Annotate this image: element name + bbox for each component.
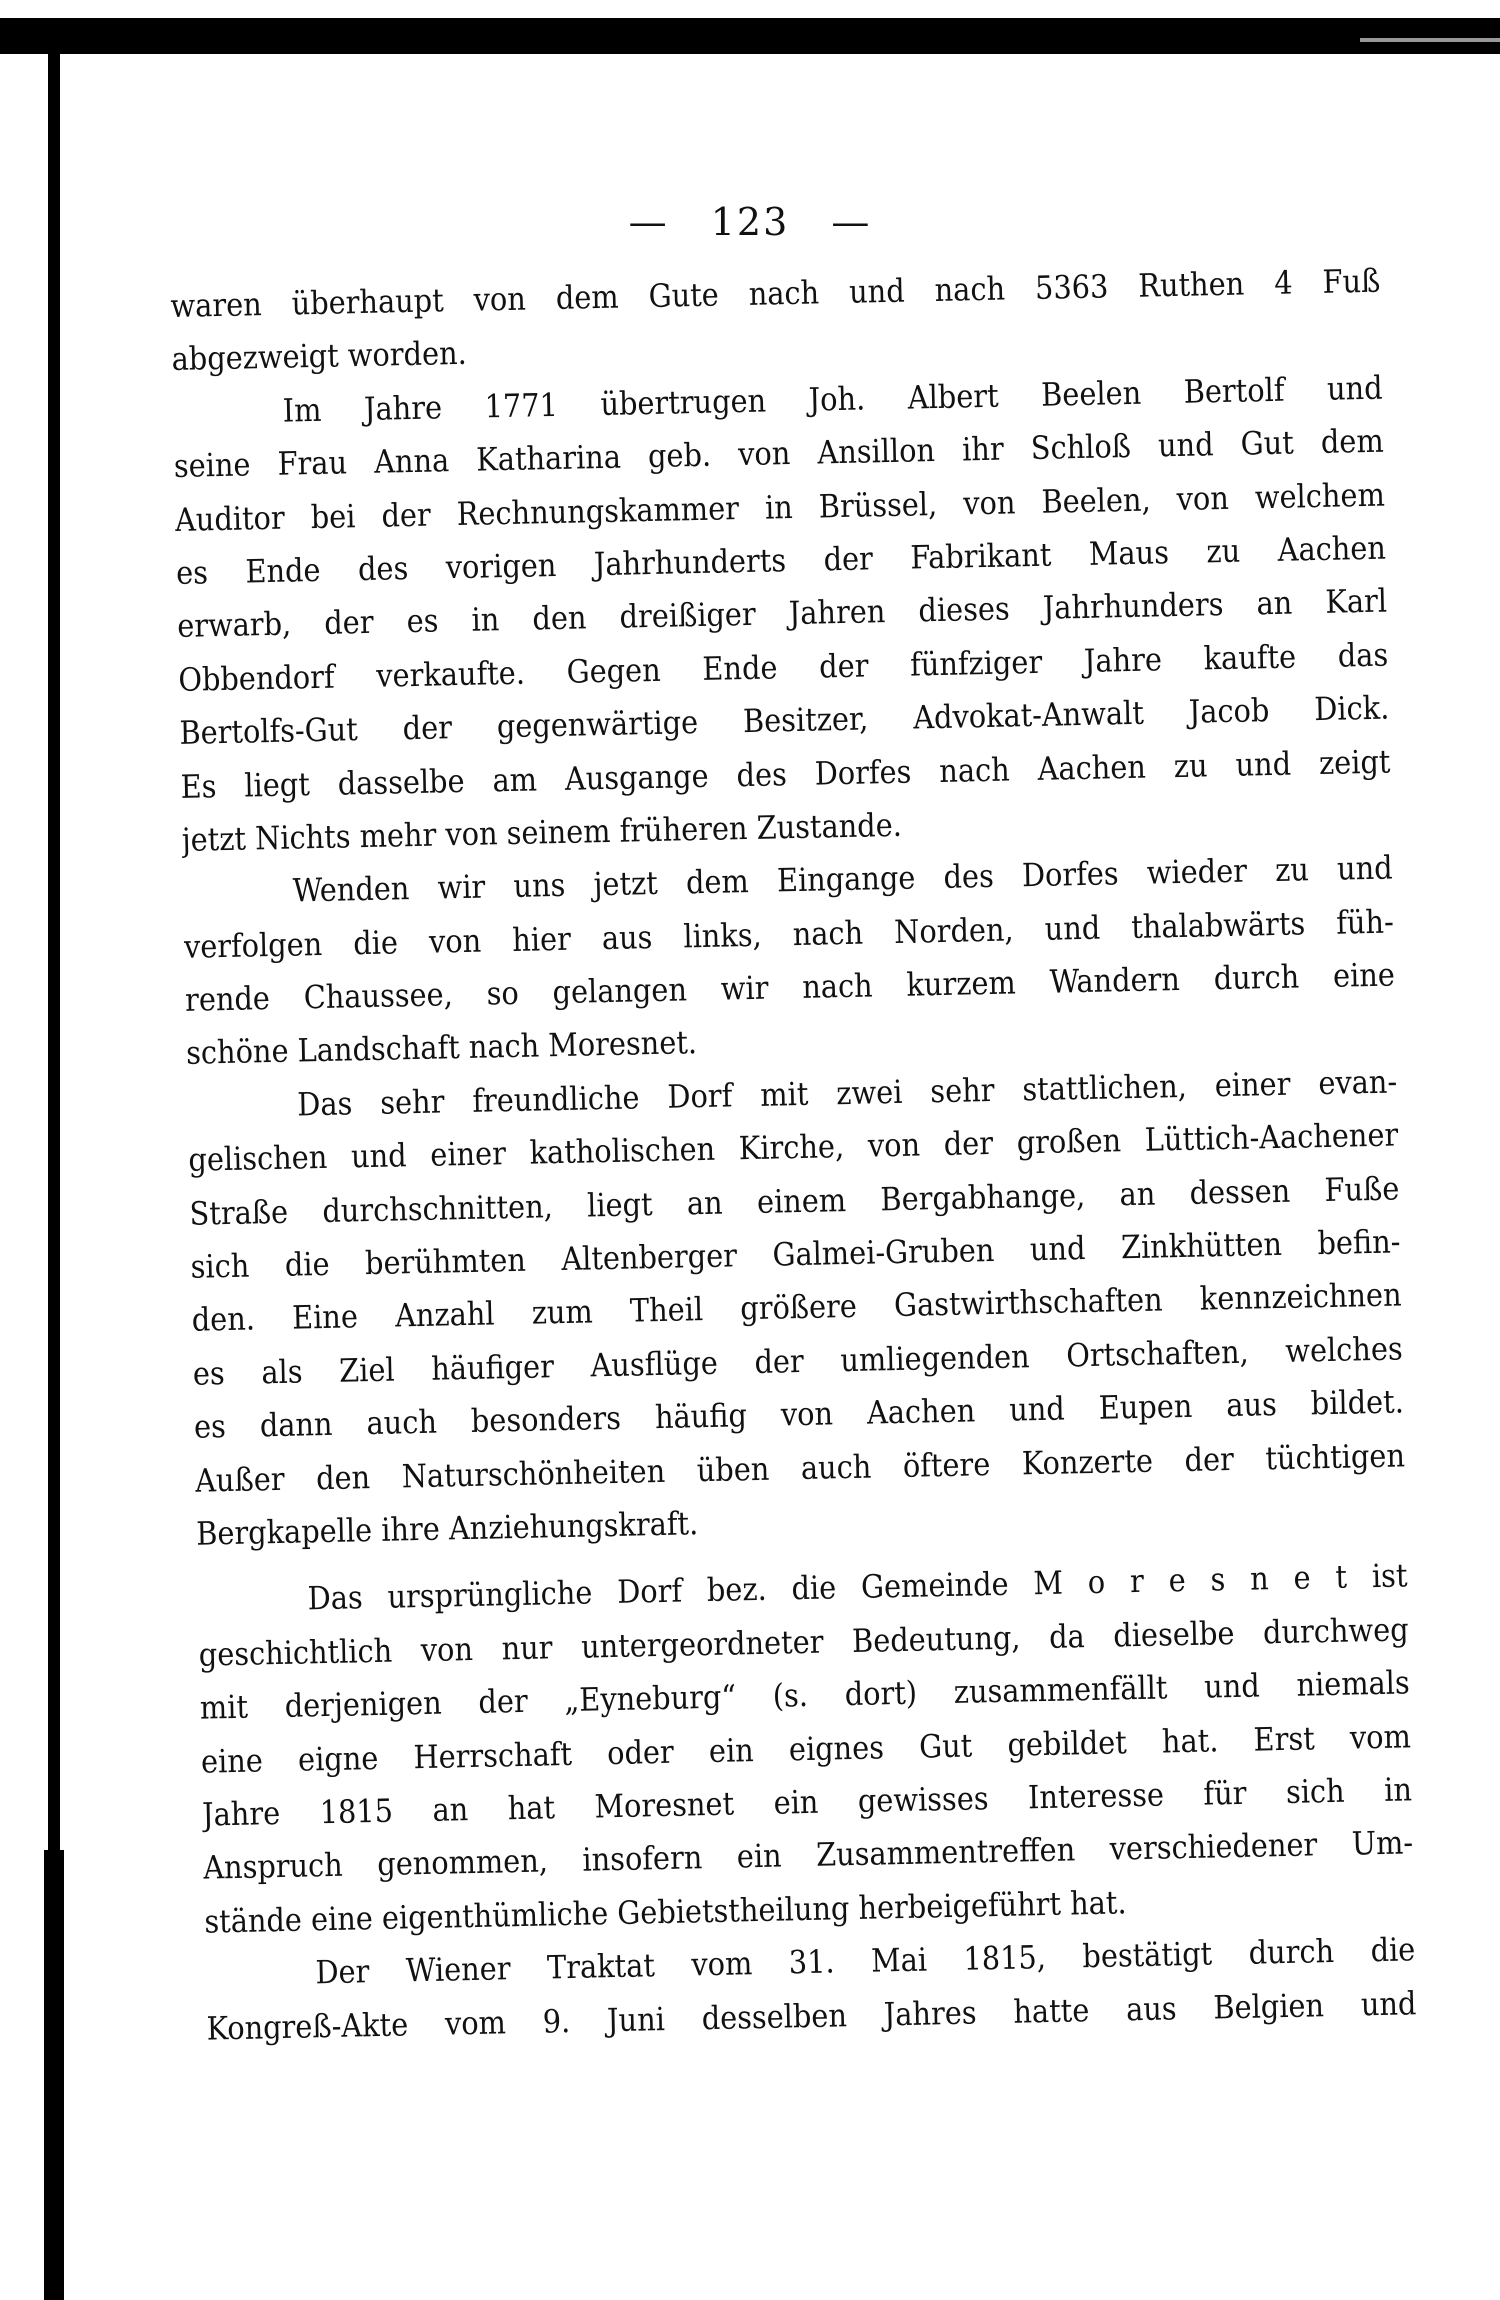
page-number: 123 (710, 200, 790, 244)
text-line: Kongreß-Akte vom 9. Juni desselben Jahres hatte aus Belgien und (206, 1983, 1417, 2048)
text-line: Jahre 1815 an hat Moresnet ein gewisses Interesse für sich in (201, 1770, 1413, 1834)
text-line: Das ursprüngliche Dorf bez. die Gemeinde M o r e s n e t ist (307, 1556, 1408, 1618)
text-line: Bergkapelle ihre Anziehungskraft. (195, 1504, 699, 1553)
text-line: eine eigne Herrschaft oder ein eignes Gut gebildet hat. Erst vom (200, 1716, 1412, 1781)
text-line: mit derjenigen der „Eyneburg“ (s. dort) zusammenfällt und niemals (199, 1663, 1411, 1727)
text-line: Außer den Naturschönheiten üben auch öftere Konzerte der tüchtigen (194, 1435, 1406, 1500)
text-line: erwarb, der es in den dreißiger Jahren dieses Jahrhunders an Karl (176, 581, 1388, 646)
text-line: Anspruch genommen, insofern ein Zusammentreffen verschiedener Um- (202, 1823, 1414, 1887)
text-line: es Ende des vorigen Jahrhunderts der Fabrikant Maus zu Aachen (175, 528, 1387, 592)
text-line: waren überhaupt von dem Gute nach und nach 5363 Ruthen 4 Fuß (170, 261, 1381, 325)
text-line: gelischen und einer katholischen Kirche, von der großen Lüttich-Aachener (188, 1115, 1399, 1180)
text-line: Der Wiener Traktat vom 31. Mai 1815, bestätigt durch die (315, 1930, 1416, 1992)
text-line: geschichtlich von nur untergeordneter Bedeutung, da dieselbe durchweg (198, 1610, 1409, 1674)
text-line: schöne Landschaft nach Moresnet. (185, 1023, 698, 1073)
text-line: Auditor bei der Rechnungskammer in Brüssel, von Beelen, von welchem (174, 475, 1386, 539)
text-line: Das sehr freundliche Dorf mit zwei sehr stattlichen, einer evan- (296, 1062, 1398, 1124)
text-line: es dann auch besonders häufig von Aachen und Eupen aus bildet. (193, 1382, 1405, 1446)
text-line: jetzt Nichts mehr von seinem früheren Zustande. (181, 805, 903, 859)
text-line: den. Eine Anzahl zum Theil größere Gastwirthschaften kennzeichnen (191, 1275, 1402, 1340)
page-header (0, 200, 1500, 244)
text-line: Obbendorf verkaufte. Gegen Ende der fünfziger Jahre kaufte das (177, 635, 1389, 699)
scan-binding-edge (48, 50, 60, 2300)
text-line: Es liegt dasselbe am Ausgange des Dorfes nach Aachen zu und zeigt (180, 742, 1391, 806)
text-line: sich die berühmten Altenberger Galmei-Gruben und Zinkhütten befin- (190, 1222, 1401, 1286)
page-number-dash-left: — (628, 200, 669, 244)
text-line: seine Frau Anna Katharina geb. von Ansillon ihr Schloß und Gut dem (173, 421, 1385, 486)
text-line: Wenden wir uns jetzt dem Eingange des Dorfes wieder zu und (292, 848, 1393, 910)
text-line: Im Jahre 1771 übertrugen Joh. Albert Beelen Bertolf und (282, 368, 1383, 430)
text-line: Bertolfs-Gut der gegenwärtige Besitzer, Advokat-Anwalt Jacob Dick. (179, 688, 1390, 753)
text-line: es als Ziel häufiger Ausflüge der umliegenden Ortschaften, welches (192, 1329, 1404, 1393)
body-text (170, 255, 1417, 2056)
text-line: verfolgen die von hier aus links, nach Norden, und thalabwärts füh- (183, 902, 1395, 966)
text-line: stände eine eigenthümliche Gebietstheilung herbeigeführt hat. (203, 1883, 1127, 1941)
scan-top-border (0, 18, 1500, 54)
page-number-dash-right: — (831, 200, 872, 244)
text-line: abgezweigt worden. (171, 334, 468, 379)
text-line: Straße durchschnitten, liegt an einem Bergabhange, an dessen Fuße (189, 1169, 1400, 1233)
text-line: rende Chaussee, so gelangen wir nach kurzem Wandern durch eine (184, 955, 1396, 1019)
